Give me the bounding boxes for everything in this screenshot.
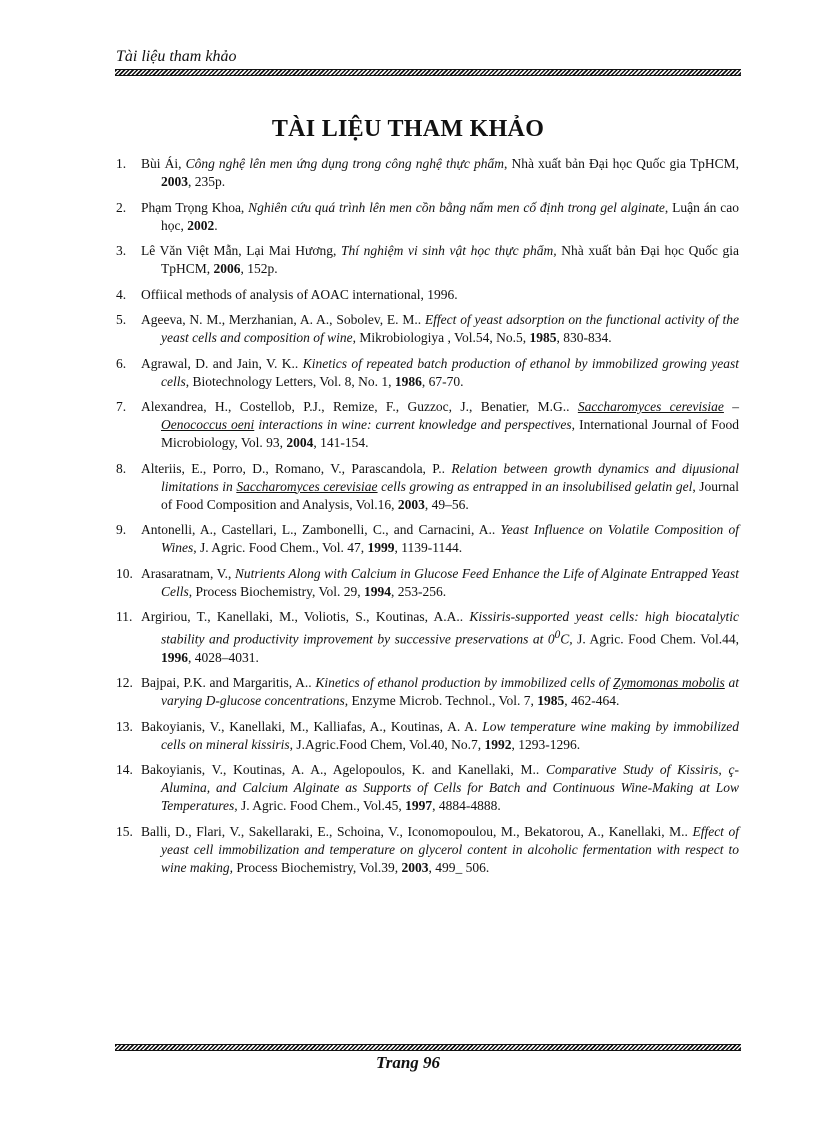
reference-item bbox=[116, 608, 739, 667]
reference-text bbox=[141, 286, 739, 304]
reference-year: 1999 bbox=[367, 540, 395, 555]
reference-species: Zymomonas mobolis bbox=[613, 675, 725, 690]
reference-pages: , 830-834. bbox=[556, 330, 612, 345]
reference-text bbox=[141, 355, 739, 391]
reference-text bbox=[141, 242, 739, 278]
reference-number: 4. bbox=[116, 286, 127, 302]
reference-year: 2006 bbox=[213, 261, 241, 276]
reference-title: Kinetics of repeated batch production of ethanol by immobilized growing yeast cells bbox=[161, 355, 739, 389]
reference-authors: Alteriis, E., Porro, D., Romano, V., Parascandola, P.. bbox=[141, 460, 452, 476]
reference-authors: Bajpai, P.K. and Margaritis, A.. bbox=[141, 675, 316, 690]
reference-title: Effect of yeast adsorption on the functional activity of the yeast cells and composition of wine bbox=[161, 312, 739, 345]
reference-source: , Enzyme Microb. Technol., Vol. 7, bbox=[344, 693, 538, 708]
reference-title: Nutrients Along with Calcium in Glucose Feed Enhance the Life of Alginate Entrapped Yeast Cells bbox=[161, 565, 739, 599]
reference-list bbox=[116, 155, 739, 884]
reference-text bbox=[141, 674, 739, 710]
reference-title: at varying D-glucose concentrations bbox=[161, 675, 739, 708]
reference-number: 14. bbox=[116, 762, 133, 777]
reference-year: 2004 bbox=[286, 435, 314, 450]
reference-number: 7. bbox=[116, 399, 127, 414]
reference-title: C, bbox=[560, 631, 573, 647]
page-title: TÀI LIỆU THAM KHẢO bbox=[271, 116, 545, 142]
reference-year: 2003 bbox=[401, 859, 429, 875]
reference-source: , J. Agric. Food Chem., Vol.45, bbox=[234, 798, 406, 813]
reference-title: – bbox=[723, 399, 739, 414]
reference-species: Oenococcus oeni bbox=[161, 417, 255, 432]
reference-authors: Antonelli, A., Castellari, L., Zambonelli, C., and Carnacini, A.. bbox=[141, 522, 501, 537]
reference-item bbox=[116, 286, 739, 304]
reference-title: Effect of yeast cell immobilization and temperature on glycerol content in alcoholic fermentation with respect to wine making, bbox=[161, 823, 739, 875]
reference-text bbox=[141, 311, 739, 347]
reference-authors: Agrawal, D. and Jain, V. K.. bbox=[141, 355, 303, 371]
reference-number: 5. bbox=[116, 312, 127, 327]
running-header: Tài liệu tham khảo bbox=[116, 48, 237, 65]
reference-number: 1. bbox=[116, 156, 127, 171]
reference-source: , J.Agric.Food Chem, Vol.40, No.7, bbox=[289, 736, 485, 752]
reference-authors: Phạm Trọng Khoa, bbox=[141, 199, 249, 215]
reference-year: 1985 bbox=[529, 330, 557, 345]
reference-year: 1985 bbox=[537, 693, 565, 708]
reference-pages: , 235p. bbox=[188, 174, 226, 189]
reference-pages: , 499_ 506. bbox=[428, 859, 490, 875]
reference-authors: Balli, D., Flari, V., Sakellaraki, E., Schoina, V., Iconomopoulou, M., Bekatorou, A., Kanellaki, M.. bbox=[141, 823, 693, 839]
reference-title: cells growing as entrapped in an insolubilised gelatin gel bbox=[377, 478, 693, 494]
reference-year: 1986 bbox=[394, 373, 422, 389]
reference-pages: , 49–56. bbox=[424, 496, 469, 512]
reference-title: interactions in wine: current knowledge and perspectives bbox=[254, 417, 572, 432]
reference-year: 1994 bbox=[364, 583, 392, 599]
reference-pages: , 4884-4888. bbox=[432, 798, 501, 813]
reference-authors: Ageeva, N. M., Merzhanian, A. A., Sobolev, E. M.. bbox=[141, 312, 425, 327]
reference-number: 2. bbox=[116, 199, 127, 215]
reference-title: Comparative Study of Kissiris, ç-Alumina, and Calcium Alginate as Supports of Cells for Batch and Continuous Wine-Making at Low Temperatures bbox=[161, 762, 739, 813]
reference-number: 11. bbox=[116, 609, 133, 624]
reference-source: , J. Agric. Food Chem., Vol. 47, bbox=[193, 540, 368, 555]
reference-pages: , 253-256. bbox=[391, 583, 447, 599]
reference-item bbox=[116, 460, 739, 514]
reference-year: 1997 bbox=[405, 798, 433, 813]
reference-item bbox=[116, 155, 739, 191]
header-rule bbox=[115, 69, 741, 76]
reference-text bbox=[141, 761, 739, 815]
reference-source: , Luận án cao học, bbox=[161, 199, 740, 233]
reference-title: Yeast Influence on Volatile Composition of Wines bbox=[161, 522, 739, 555]
reference-species: Saccharomyces cerevisiae bbox=[577, 399, 724, 414]
reference-authors: Bakoyianis, V., Koutinas, A. A., Agelopoulos, K. and Kanellaki, M.. bbox=[141, 762, 546, 777]
reference-number: 10. bbox=[116, 565, 133, 581]
reference-item bbox=[116, 718, 739, 754]
reference-year: 1996 bbox=[161, 649, 188, 665]
reference-pages: , 4028–4031. bbox=[188, 649, 259, 665]
reference-source: , International Journal of Food Microbiology, Vol. 93, bbox=[161, 417, 739, 450]
reference-item bbox=[116, 242, 739, 278]
reference-source: Nhà xuất bản Đại học Quốc gia TpHCM, bbox=[161, 243, 739, 276]
reference-item bbox=[116, 398, 739, 452]
reference-text bbox=[141, 521, 739, 557]
reference-source: Process Biochemistry, Vol.39, bbox=[233, 859, 402, 875]
reference-authors: Bùi Ái, bbox=[141, 156, 186, 171]
reference-item bbox=[116, 565, 739, 601]
reference-source: , Nhà xuất bản Đại học Quốc gia TpHCM, bbox=[504, 156, 739, 171]
reference-item bbox=[116, 199, 739, 235]
reference-authors: Argiriou, T., Kanellaki, M., Voliotis, S., Koutinas, A.A.. bbox=[141, 609, 470, 624]
reference-text bbox=[141, 155, 739, 191]
reference-authors: Arasaratnam, V., bbox=[141, 565, 235, 581]
reference-title: Nghiên cứu quá trình lên men cồn bằng nấm men cố định trong gel alginate bbox=[248, 199, 665, 215]
reference-title: Kinetics of ethanol production by immobilized cells of bbox=[315, 675, 614, 690]
reference-pages: , 152p. bbox=[240, 261, 278, 276]
reference-number: 6. bbox=[116, 355, 127, 371]
reference-item bbox=[116, 521, 739, 557]
reference-item bbox=[116, 761, 739, 815]
reference-item bbox=[116, 823, 739, 877]
reference-text bbox=[141, 565, 739, 601]
reference-number: 8. bbox=[116, 460, 127, 476]
reference-item bbox=[116, 355, 739, 391]
reference-pages: , 462-464. bbox=[564, 693, 620, 708]
reference-number: 12. bbox=[116, 675, 133, 690]
reference-number: 15. bbox=[116, 823, 133, 839]
reference-text bbox=[141, 823, 739, 877]
reference-source: , Process Biochemistry, Vol. 29, bbox=[188, 583, 365, 599]
page-number: Trang 96 bbox=[375, 1053, 441, 1072]
reference-text bbox=[141, 460, 739, 514]
reference-number: 9. bbox=[116, 522, 127, 537]
reference-title: Low temperature wine making by immobilized cells on mineral kissiris bbox=[161, 718, 739, 752]
reference-year: 2002 bbox=[187, 217, 215, 233]
reference-year: 2003 bbox=[397, 496, 425, 512]
reference-title: Kissiris-supported yeast cells: high biocatalytic stability and productivity improvement by successive preservations at 0 bbox=[161, 609, 739, 647]
reference-authors: Bakoyianis, V., Kanellaki, M., Kalliafas, A., Koutinas, A. A. bbox=[141, 718, 483, 734]
reference-pages: . bbox=[214, 217, 218, 233]
reference-title: Relation between growth dynamics and diμusional limitations in bbox=[161, 460, 739, 494]
reference-text bbox=[141, 608, 739, 667]
reference-source: , Mikrobiologiya , Vol.54, No.5, bbox=[352, 330, 530, 345]
reference-authors: Offiical methods of analysis of AOAC international, 1996. bbox=[141, 286, 458, 302]
reference-pages: , 141-154. bbox=[313, 435, 369, 450]
reference-species: Saccharomyces cerevisiae bbox=[236, 478, 378, 494]
reference-authors: Alexandrea, H., Costellob, P.J., Remize, F., Guzzoc, J., Benatier, M.G.. bbox=[141, 399, 578, 414]
reference-text bbox=[141, 199, 739, 235]
reference-pages: , 1139-1144. bbox=[394, 540, 463, 555]
reference-superscript: 0 bbox=[554, 629, 561, 641]
reference-pages: , 67-70. bbox=[421, 373, 464, 389]
reference-number: 3. bbox=[116, 243, 127, 258]
reference-year: 2003 bbox=[161, 174, 188, 189]
reference-number: 13. bbox=[116, 718, 133, 734]
reference-pages: , 1293-1296. bbox=[511, 736, 581, 752]
reference-source: J. Agric. Food Chem. Vol.44, bbox=[572, 631, 739, 647]
reference-authors: Lê Văn Việt Mẫn, Lại Mai Hương, bbox=[141, 243, 342, 258]
reference-title: Thí nghiệm vi sinh vật học thực phẩm, bbox=[341, 243, 557, 258]
footer-rule bbox=[115, 1044, 741, 1051]
reference-text bbox=[141, 718, 739, 754]
reference-title: Công nghệ lên men ứng dụng trong công nghệ thực phẩm bbox=[185, 156, 504, 171]
reference-text bbox=[141, 398, 739, 452]
reference-item bbox=[116, 674, 739, 710]
reference-item bbox=[116, 311, 739, 347]
reference-source: , Journal of Food Composition and Analysis, Vol.16, bbox=[161, 478, 739, 512]
reference-source: , Biotechnology Letters, Vol. 8, No. 1, bbox=[185, 373, 395, 389]
reference-year: 1992 bbox=[484, 736, 512, 752]
